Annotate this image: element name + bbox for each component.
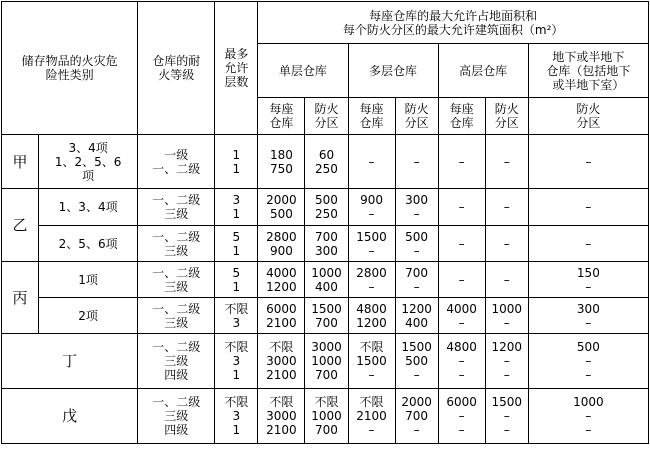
value-cell: 2000 700 – [395, 389, 438, 444]
value-cell: – [395, 135, 438, 189]
category-cell: 丁 [2, 334, 138, 389]
value-cell: – [528, 226, 648, 262]
value-cell: 4800 1200 [348, 298, 395, 334]
max-floors-cell: 不限 3 1 [215, 389, 258, 444]
fire-grade-cell: 一、二级 三级 [138, 262, 215, 298]
fire-grade-cell: 一、二级 三级 [138, 298, 215, 334]
value-cell: – [438, 189, 485, 226]
header-single-per-warehouse: 每座 仓库 [258, 98, 305, 135]
fire-grade-cell: 一、二级 三级 [138, 226, 215, 262]
header-multi-per-warehouse: 每座 仓库 [348, 98, 395, 135]
fire-grade-cell: 一、二级 三级 四级 [138, 334, 215, 389]
value-cell: 2800 900 [258, 226, 305, 262]
value-cell: 1000 – [485, 298, 528, 334]
max-floors-cell: 1 1 [215, 135, 258, 189]
value-cell: – [485, 262, 528, 298]
header-high-rise: 高层仓库 [438, 44, 528, 98]
value-cell: 1500 500 – [395, 334, 438, 389]
subcategory-cell: 3、4项 1、2、5、6 项 [39, 135, 138, 189]
header-single-floor: 单层仓库 [258, 44, 348, 98]
value-cell: 300 – [395, 189, 438, 226]
value-cell: 500 250 [305, 189, 348, 226]
header-high-per-warehouse: 每座 仓库 [438, 98, 485, 135]
value-cell: 2800 – [348, 262, 395, 298]
value-cell: – [485, 226, 528, 262]
max-floors-cell: 5 1 [215, 262, 258, 298]
table-row [2, 389, 649, 444]
header-multi-floor: 多层仓库 [348, 44, 438, 98]
value-cell: 6000 – – [438, 389, 485, 444]
value-cell: 900 – [348, 189, 395, 226]
fire-grade-cell: 一、二级 三级 四级 [138, 389, 215, 444]
value-cell: 不限 1000 700 [305, 389, 348, 444]
table-row [2, 189, 649, 226]
value-cell: 1000 400 [305, 262, 348, 298]
table-row [2, 262, 649, 298]
fire-grade-cell: 一、二级 三级 [138, 189, 215, 226]
table-row [2, 298, 649, 334]
value-cell: 4000 – [438, 298, 485, 334]
value-cell: – [485, 135, 528, 189]
subcategory-cell: 1、3、4项 [39, 189, 138, 226]
header-max-floors: 最多 允许 层数 [215, 2, 258, 135]
category-cell: 戊 [2, 389, 138, 444]
category-cell: 甲 [2, 135, 39, 189]
table-row [2, 135, 649, 189]
value-cell: – [348, 135, 395, 189]
value-cell: 1500 – [348, 226, 395, 262]
value-cell: 4000 1200 [258, 262, 305, 298]
value-cell: 1200 400 [395, 298, 438, 334]
category-cell: 丙 [2, 262, 39, 334]
value-cell: 300 – [528, 298, 648, 334]
value-cell: 500 – [395, 226, 438, 262]
table-row [2, 226, 649, 262]
max-floors-cell: 5 1 [215, 226, 258, 262]
table-row [2, 334, 649, 389]
value-cell: 不限 2100 – [348, 389, 395, 444]
value-cell: 6000 2100 [258, 298, 305, 334]
header-multi-fire-zone: 防火 分区 [395, 98, 438, 135]
value-cell: – [438, 226, 485, 262]
max-floors-cell: 不限 3 1 [215, 334, 258, 389]
header-underground-fire-zone: 防火 分区 [528, 98, 648, 135]
subcategory-cell: 1项 [39, 262, 138, 298]
value-cell: 500 – – [528, 334, 648, 389]
value-cell: 2000 500 [258, 189, 305, 226]
value-cell: 1500 700 [305, 298, 348, 334]
value-cell: – [528, 135, 648, 189]
value-cell: 1200 – – [485, 334, 528, 389]
header-high-fire-zone: 防火 分区 [485, 98, 528, 135]
warehouse-fire-area-table [1, 1, 649, 444]
fire-grade-cell: 一级 一、二级 [138, 135, 215, 189]
value-cell: 3000 1000 700 [305, 334, 348, 389]
value-cell: 1500 – – [485, 389, 528, 444]
header-underground: 地下或半地下 仓库（包括地下 或半地下室） [528, 44, 648, 98]
value-cell: – [438, 135, 485, 189]
value-cell: 不限 3000 2100 [258, 389, 305, 444]
value-cell: 60 250 [305, 135, 348, 189]
value-cell: 不限 3000 2100 [258, 334, 305, 389]
subcategory-cell: 2项 [39, 298, 138, 334]
value-cell: 150 – [528, 262, 648, 298]
max-floors-cell: 3 1 [215, 189, 258, 226]
value-cell: 不限 1500 – [348, 334, 395, 389]
value-cell: – [528, 189, 648, 226]
value-cell: 180 750 [258, 135, 305, 189]
value-cell: 700 – [395, 262, 438, 298]
header-fire-grade: 仓库的耐 火等级 [138, 2, 215, 135]
value-cell: 1000 – – [528, 389, 648, 444]
value-cell: – [485, 189, 528, 226]
header-single-fire-zone: 防火 分区 [305, 98, 348, 135]
header-area-title: 每座仓库的最大允许占地面积和 每个防火分区的最大允许建筑面积（m²） [258, 2, 649, 44]
value-cell: 4800 – – [438, 334, 485, 389]
header-category: 储存物品的火灾危 险性类别 [2, 2, 138, 135]
subcategory-cell: 2、5、6项 [39, 226, 138, 262]
max-floors-cell: 不限 3 [215, 298, 258, 334]
value-cell: – [438, 262, 485, 298]
category-cell: 乙 [2, 189, 39, 262]
value-cell: 700 300 [305, 226, 348, 262]
